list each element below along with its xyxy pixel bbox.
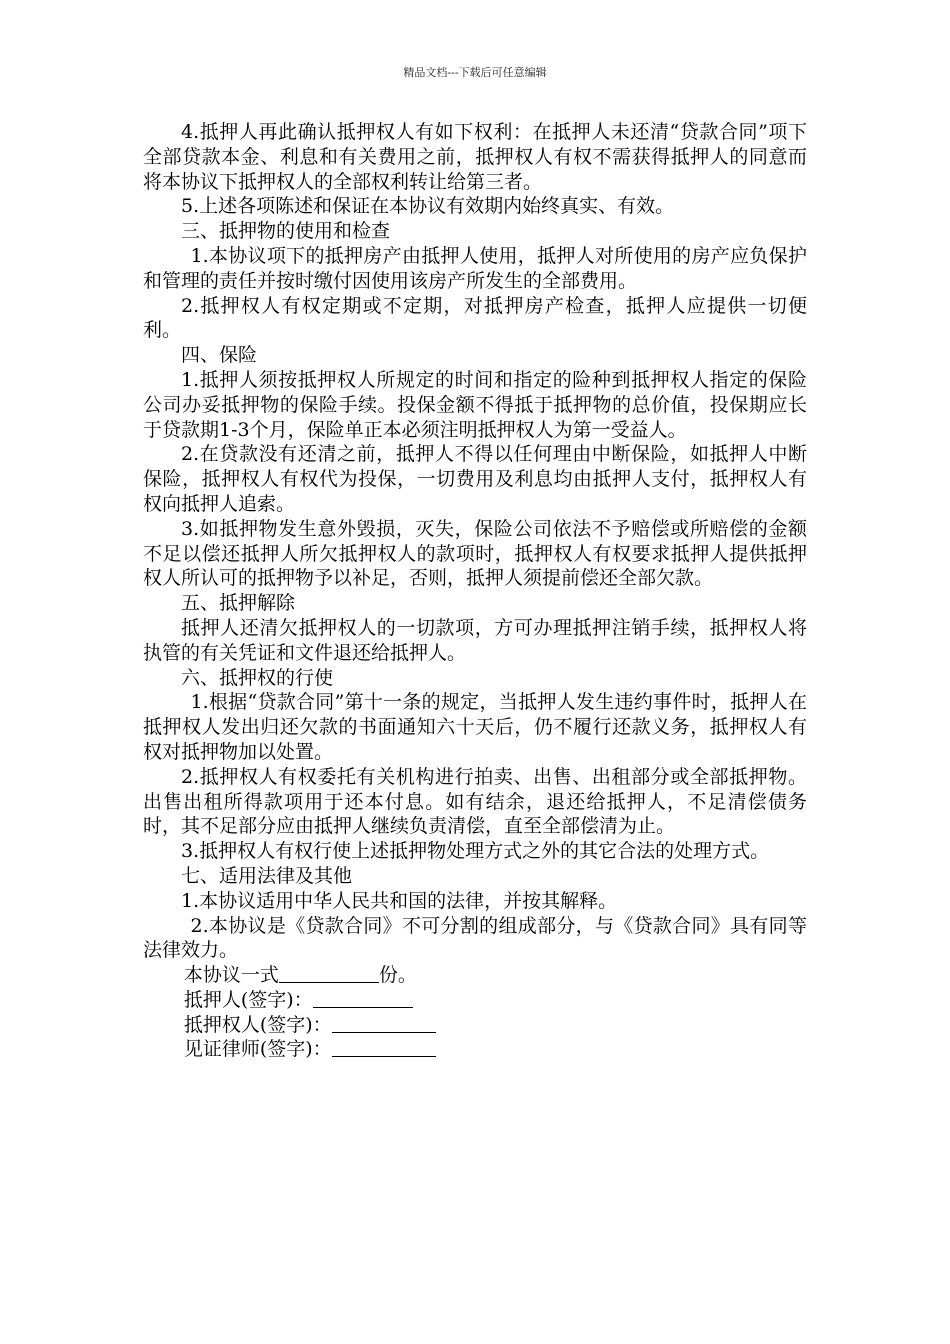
clause-7-2: 2.本协议是《贷款合同》不可分割的组成部分，与《贷款合同》具有同等法律效力。 <box>143 914 807 962</box>
clause-4-3: 3.如抵押物发生意外毁损，灭失，保险公司依法不予赔偿或所赔偿的金额不足以偿还抵押人所欠抵押权人的款项时，抵押权人有权要求抵押人提供抵押权人所认可的抵押物予以补足，否则，抵押人须提前偿还全部欠款。 <box>143 517 807 590</box>
clause-5: 抵押人还清欠抵押权人的一切款项，方可办理抵押注销手续，抵押权人将执管的有关凭证和文件退还给抵押人。 <box>143 616 807 664</box>
mortgagee-label: 抵押权人(签字)： <box>183 1013 332 1036</box>
clause-6-1: 1.根据“贷款合同”第十一条的规定，当抵押人发生违约事件时，抵押人在抵押权人发出归还欠款的书面通知六十天后，仍不履行还款义务，抵押权人有权对抵押物加以处置。 <box>143 691 807 763</box>
mortgagee-signature-blank <box>332 1014 436 1033</box>
document-body <box>143 120 807 1062</box>
lawyer-signature-line <box>143 1037 807 1062</box>
clause-6-3: 3.抵押权人有权行使上述抵押物处理方式之外的其它合法的处理方式。 <box>181 840 770 863</box>
copies-line <box>143 963 807 988</box>
lawyer-label: 见证律师(签字)： <box>183 1038 332 1061</box>
clause-4-2: 2.在贷款没有还清之前，抵押人不得以任何理由中断保险，如抵押人中断保险，抵押权人有权代为投保，一切费用及利息均由抵押人支付，抵押权人有权向抵押人追索。 <box>143 443 807 515</box>
clause-3-2: 2.抵押权人有权定期或不定期，对抵押房产检查，抵押人应提供一切便利。 <box>143 294 807 342</box>
section-heading-4: 四、保险 <box>181 344 258 367</box>
mortgagor-signature-line <box>143 988 807 1013</box>
mortgagee-signature-line <box>143 1013 807 1038</box>
section-heading-6: 六、抵押权的行使 <box>181 666 334 689</box>
clause-2-4: 4.抵押人再此确认抵押权人有如下权利：在抵押人未还清“贷款合同”项下全部贷款本金、利息和有关费用之前，抵押权人有权不需获得抵押人的同意而将本协议下抵押权人的全部权利转让给第三者。 <box>143 121 807 193</box>
clause-2-5: 5.上述各项陈述和保证在本协议有效期内始终真实、有效。 <box>181 195 675 218</box>
clause-7-1: 1.本协议适用中华人民共和国的法律，并按其解释。 <box>181 889 618 912</box>
clause-3-1: 1.本协议项下的抵押房产由抵押人使用，抵押人对所使用的房产应负保护和管理的责任并按时缴付因使用该房产所发生的全部费用。 <box>143 244 807 292</box>
mortgagor-label: 抵押人(签字)： <box>183 988 313 1011</box>
section-heading-3: 三、抵押物的使用和检查 <box>181 220 391 243</box>
section-heading-7: 七、适用法律及其他 <box>181 864 353 887</box>
clause-6-2: 2.抵押权人有权委托有关机构进行拍卖、出售、出租部分或全部抵押物。出售出租所得款项用于还本付息。如有结余，退还给抵押人，不足清偿债务时，其不足部分应由抵押人继续负责清偿，直至全部偿清为止。 <box>143 765 807 838</box>
copies-suffix: 份。 <box>378 964 417 987</box>
clause-4-1: 1.抵押人须按抵押权人所规定的时间和指定的险种到抵押权人指定的保险公司办妥抵押物的保险手续。投保金额不得抵于抵押物的总价值，投保期应长于贷款期1-3个月，保险单正本必须注明抵押权人为第一受益人。 <box>143 368 807 441</box>
mortgagor-signature-blank <box>313 989 413 1008</box>
lawyer-signature-blank <box>332 1038 436 1057</box>
copies-blank <box>279 964 379 983</box>
page-header: 精品文档---下载后可任意编辑 <box>403 66 547 79</box>
copies-prefix: 本协议一式 <box>183 964 279 987</box>
section-heading-5: 五、抵押解除 <box>181 592 296 615</box>
